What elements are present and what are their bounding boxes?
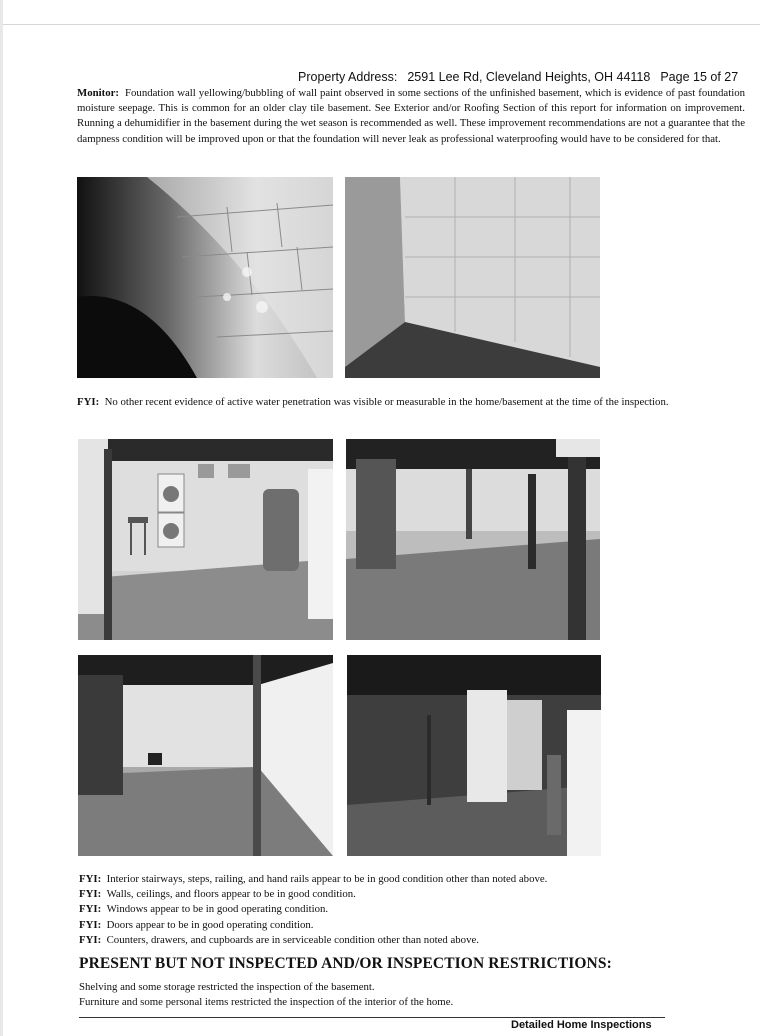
list-item: FYI: Interior stairways, steps, railing, and hand rails appear to be in good condition other than noted above.: [79, 873, 548, 885]
list-item: FYI: Windows appear to be in good operating condition.: [79, 903, 329, 916]
list-item: Furniture and some personal items restricted the inspection of the interior of the home.: [79, 996, 454, 1009]
photo-basement-wall-post: [78, 655, 333, 856]
fyi-list: [79, 872, 547, 948]
footer-rule: [79, 1017, 665, 1018]
scan-edge: [0, 0, 3, 1036]
fyi-water-label: FYI:: [77, 396, 100, 408]
list-item: FYI: Walls, ceilings, and floors appear to be in good condition.: [79, 888, 356, 901]
list-item: FYI: Counters, drawers, and cupboards are in serviceable condition other than noted above.: [79, 933, 479, 946]
monitor-paragraph: [77, 86, 745, 147]
page-number: Page 15 of 27: [660, 70, 739, 84]
fyi-water-text: No other recent evidence of active water penetration was visible or measurable in the home/basement at the time of the inspection.: [104, 396, 669, 408]
monitor-text: Foundation wall yellowing/bubbling of wall paint observed in some sections of the unfinished basement, which is evidence of past foundation moisture seepage. This is common for an older clay tile basement. See Exterior and/or Roofing Section of this report for information on improvement. Running a dehumidifier in the basement during the wet season is recommended as well. These improvement recommendations are not a guarantee that the dampness condition will be improved upon or that the foundation will never leak as professional waterproofing would have to be considered for that.: [77, 87, 746, 145]
fyi-water-paragraph: [77, 395, 745, 410]
list-item: Shelving and some storage restricted the inspection of the basement.: [79, 981, 375, 993]
restrictions-heading: PRESENT BUT NOT INSPECTED AND/OR INSPECTION RESTRICTIONS:: [79, 955, 612, 972]
page-header: [298, 70, 738, 84]
monitor-label: Monitor:: [77, 87, 119, 99]
list-item: FYI: Doors appear to be in good operating condition.: [79, 918, 314, 931]
photo-basement-corner: [345, 177, 600, 378]
photo-laundry-area: [78, 439, 333, 640]
photo-wall-bubbling: [77, 177, 333, 378]
photo-furnace-area: [346, 439, 600, 640]
address-label: Property Address:: [298, 70, 398, 84]
property-address: 2591 Lee Rd, Cleveland Heights, OH 44118: [407, 70, 651, 84]
footer-company: Detailed Home Inspections: [511, 1019, 652, 1031]
restrictions-list: [79, 980, 453, 1011]
photo-storage-area: [347, 655, 601, 856]
top-rule: [0, 24, 760, 25]
